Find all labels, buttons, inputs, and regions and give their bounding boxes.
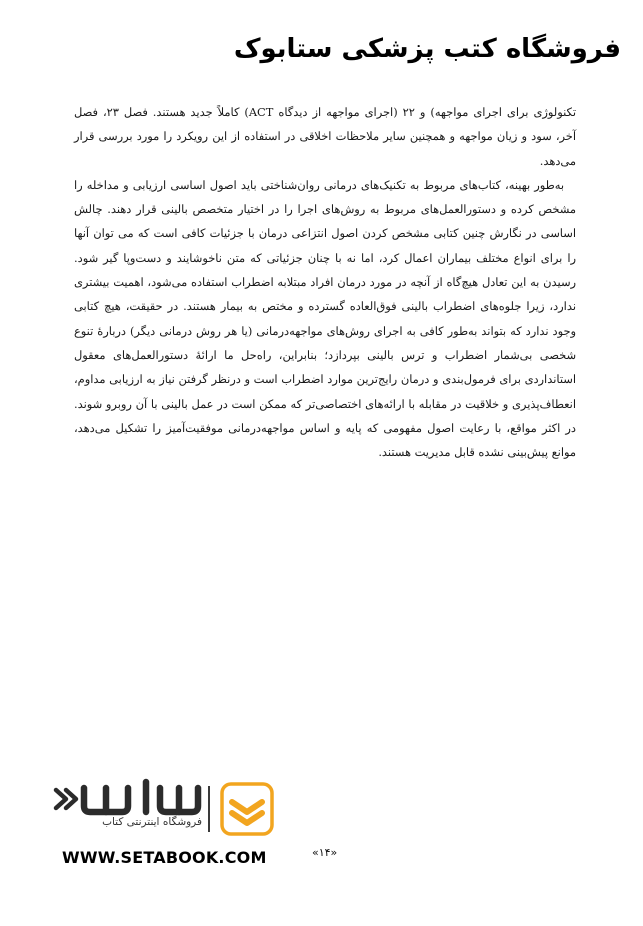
website-url[interactable]: WWW.SETABOOK.COM — [62, 848, 267, 867]
open-book-chevron-icon — [220, 782, 274, 836]
logo-tagline: فروشگاه اینترنتی کتاب — [102, 816, 202, 828]
paragraph: به‌طور بهینه، کتاب‌های مربوط به تکنیک‌های درمانی روان‌شناختی باید اصول اساسی ارزیابی و مداخله را مشخص کرده و دستورالعمل‌های مربوط به روش‌های اجرا را در اختیار متخصص بالینی قرار دهند. چالش اساسی در نگارش چنین کتابی مشخص کردن اصول انتزاعی درمان با جزئیات کافی است که می توان آنها را برای انواع مختلف بیماران اعمال کرد، اما نه با چنان جزئیاتی که متن ناخوشایند و دست‌وپا گیر شود. رسیدن به این تعادل هیچ‌گاه از آنچه در مورد درمان افراد مبتلابه اضطراب استفاده می‌شود، اهمیت بیشتری ندارد، زیرا جلوه‌های اضطراب بالینی فوق‌العاده گسترده و مختص به بیمار هستند. در حقیقت، هیچ کتابی وجود ندارد که بتواند به‌طور کافی به اجرای روش‌های مواجهه‌درمانی (یا هر روش درمانی دیگر) دربارهٔ تنوع شخصی بی‌شمار اضطراب و ترس بالینی بپردازد؛ بنابراین، راه‌حل ما ارائهٔ دستورالعمل‌های معقول استانداردی برای فرمول‌بندی و درمان رایج‌ترین موارد اضطراب است و درنظر گرفتن نیاز به ارزیابی مداوم، انعطاف‌پذیری و خلاقیت در مقابله با ارائه‌های اختصاصی‌تر که ممکن است در عمل بالینی با آن روبرو شوند. در اکثر مواقع، با رعایت اصول مفهومی که پایه و اساس مواجهه‌درمانی موفقیت‌آمیز را تشکیل می‌دهد، موانع پیش‌بینی نشده قابل مدیریت هستند. — [74, 177, 576, 460]
page-number: «۱۴» — [312, 846, 338, 859]
page-title: فروشگاه کتب پزشکی ستابوک — [233, 34, 621, 64]
logo-divider — [208, 786, 210, 832]
paragraph: تکنولوژی برای اجرای مواجهه) و ۲۲ (اجرای مواجهه از دیدگاه ACT) کاملاً جدید هستند. فصل ۲۳، فصل آخر، سود و زیان مواجهه و همچنین سایر ملاحظات اخلاقی در استفاده از این رویکرد را مورد بررسی قرار می‌دهد. — [74, 105, 576, 168]
brand-wordmark — [52, 778, 202, 816]
body-text — [74, 100, 576, 464]
setabook-logo[interactable] — [52, 782, 274, 838]
